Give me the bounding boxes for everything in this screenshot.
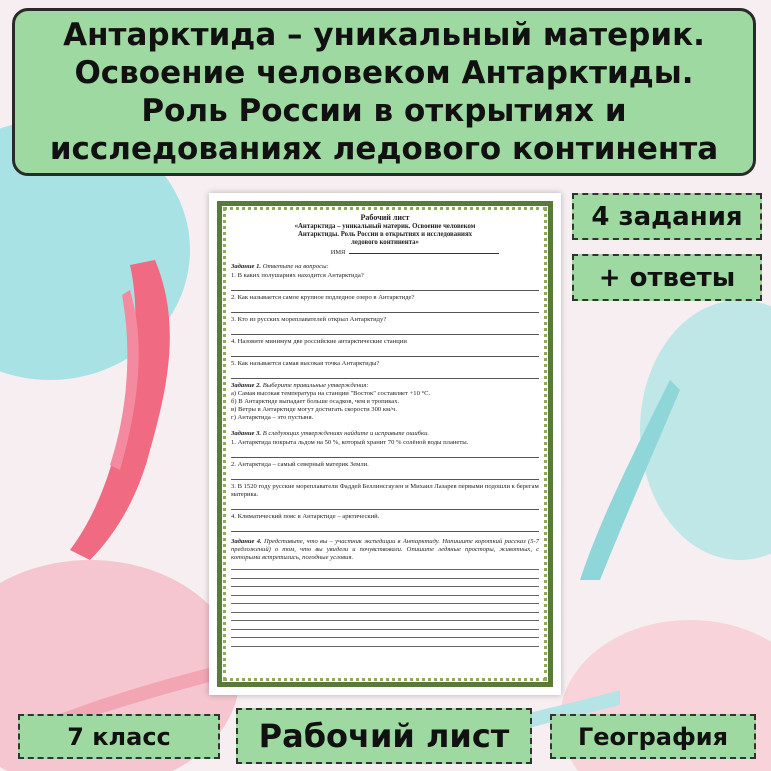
task1-question: 4. Назовите минимум две российские антарктические станции: [231, 337, 407, 345]
writing-line: [231, 570, 539, 579]
worksheet-heading: Рабочий лист: [360, 213, 410, 222]
answer-line: [231, 281, 539, 291]
writing-line: [231, 562, 539, 571]
task2-statement: г) Антарктида – это пустыня.: [231, 413, 314, 421]
name-row: [291, 249, 539, 257]
task2-heading: [231, 382, 539, 390]
task4-writing-lines: [231, 562, 539, 647]
answer-line: [231, 500, 539, 510]
task3-statement: 2. Антарктида – самый северный материк Земли.: [231, 460, 369, 468]
task3-statement: 4. Климатический пояс в Антарктиде – арктический.: [231, 512, 380, 520]
task3-heading: [231, 430, 539, 438]
title-line-1: Антарктида – уникальный материк.: [63, 17, 705, 53]
task3-label: Задание 3.: [231, 429, 262, 437]
worksheet-subtitle-2: Антарктиды. Роль России в открытиях и исследованиях: [297, 230, 473, 238]
task1-heading: [231, 263, 539, 271]
answer-line: [231, 369, 539, 379]
writing-line: [231, 604, 539, 613]
subject-tag: [550, 714, 756, 759]
worksheet-preview: [209, 193, 561, 695]
tasks-count-tag: [572, 193, 762, 240]
teal-brush-stroke: [560, 380, 680, 580]
task1-instruction: Ответьте на вопросы:: [262, 262, 329, 270]
answer-line: [231, 522, 539, 532]
grade-label: 7 класс: [67, 722, 171, 751]
task4-text: Представьте, что вы – участник экспедиции в Антарктиду. Напишите короткий рассказ (5-7 предложений) о том, что вы увидели и почувствовали. Опишите ледяные просторы, животных, с которыми встретились, погодные условия.: [231, 537, 539, 561]
task2-label: Задание 2.: [231, 381, 262, 389]
task3-statement: 3. В 1520 году русские мореплаватели Фаддей Беллинсгаузен и Михаил Лазарев первыми подошли к берегам материка.: [231, 482, 539, 498]
writing-line: [231, 587, 539, 596]
worksheet-label: Рабочий лист: [258, 717, 510, 755]
worksheet-tag: [236, 708, 532, 764]
answers-label: + ответы: [598, 262, 736, 293]
writing-line: [231, 613, 539, 622]
task3-statement: 1. Антарктида покрыта льдом на 50 %, который хранит 70 % солёной воды планеты.: [231, 438, 469, 446]
writing-line: [231, 638, 539, 647]
title-banner: [12, 8, 756, 176]
name-field-line: [349, 253, 499, 254]
writing-line: [231, 596, 539, 605]
answer-line: [231, 303, 539, 313]
answer-line: [231, 325, 539, 335]
task2-statement: а) Самая высокая температура на станции "Восток" составляет +10 °С.: [231, 389, 431, 397]
task3-instruction: В следующих утверждениях найдите и исправьте ошибки.: [262, 429, 430, 437]
subject-label: География: [577, 722, 728, 751]
task4-block: [231, 538, 539, 562]
worksheet-content: [231, 213, 539, 675]
task1-question: 5. Как называется самая высокая точка Антарктиды?: [231, 359, 380, 367]
grade-tag: [18, 714, 220, 759]
answer-line: [231, 448, 539, 458]
answer-line: [231, 470, 539, 480]
task1-question: 2. Как называется самое крупное подледное озеро в Антарктиде?: [231, 293, 415, 301]
worksheet-subtitle-3: ледового континента»: [351, 238, 419, 246]
name-label: ИМЯ: [330, 248, 346, 256]
writing-line: [231, 630, 539, 639]
task1-question: 1. В каких полушариях находится Антарктида?: [231, 271, 364, 279]
task1-question: 3. Кто из русских мореплавателей открыл Антарктиду?: [231, 315, 387, 323]
task1-label: Задание 1.: [231, 262, 262, 270]
tasks-count-label: 4 задания: [591, 201, 743, 232]
task4-label: Задание 4.: [231, 537, 262, 545]
worksheet-subtitle-1: «Антарктида – уникальный материк. Освоение человеком: [294, 222, 476, 230]
task2-statement: б) В Антарктиде выпадает больше осадков, чем в тропиках.: [231, 397, 400, 405]
title-line-3: Роль России в открытиях и: [141, 93, 627, 129]
writing-line: [231, 621, 539, 630]
answer-line: [231, 347, 539, 357]
title-line-2: Освоение человеком Антарктиды.: [74, 55, 694, 91]
title-line-4: исследованиях ледового континента: [49, 131, 719, 167]
writing-line: [231, 579, 539, 588]
task2-statement: в) Ветры в Антарктиде могут достигать скорости 300 км/ч.: [231, 405, 398, 413]
task2-instruction: Выберите правильные утверждения:: [262, 381, 369, 389]
answers-tag: [572, 254, 762, 301]
pink-brush-stroke: [60, 260, 210, 560]
